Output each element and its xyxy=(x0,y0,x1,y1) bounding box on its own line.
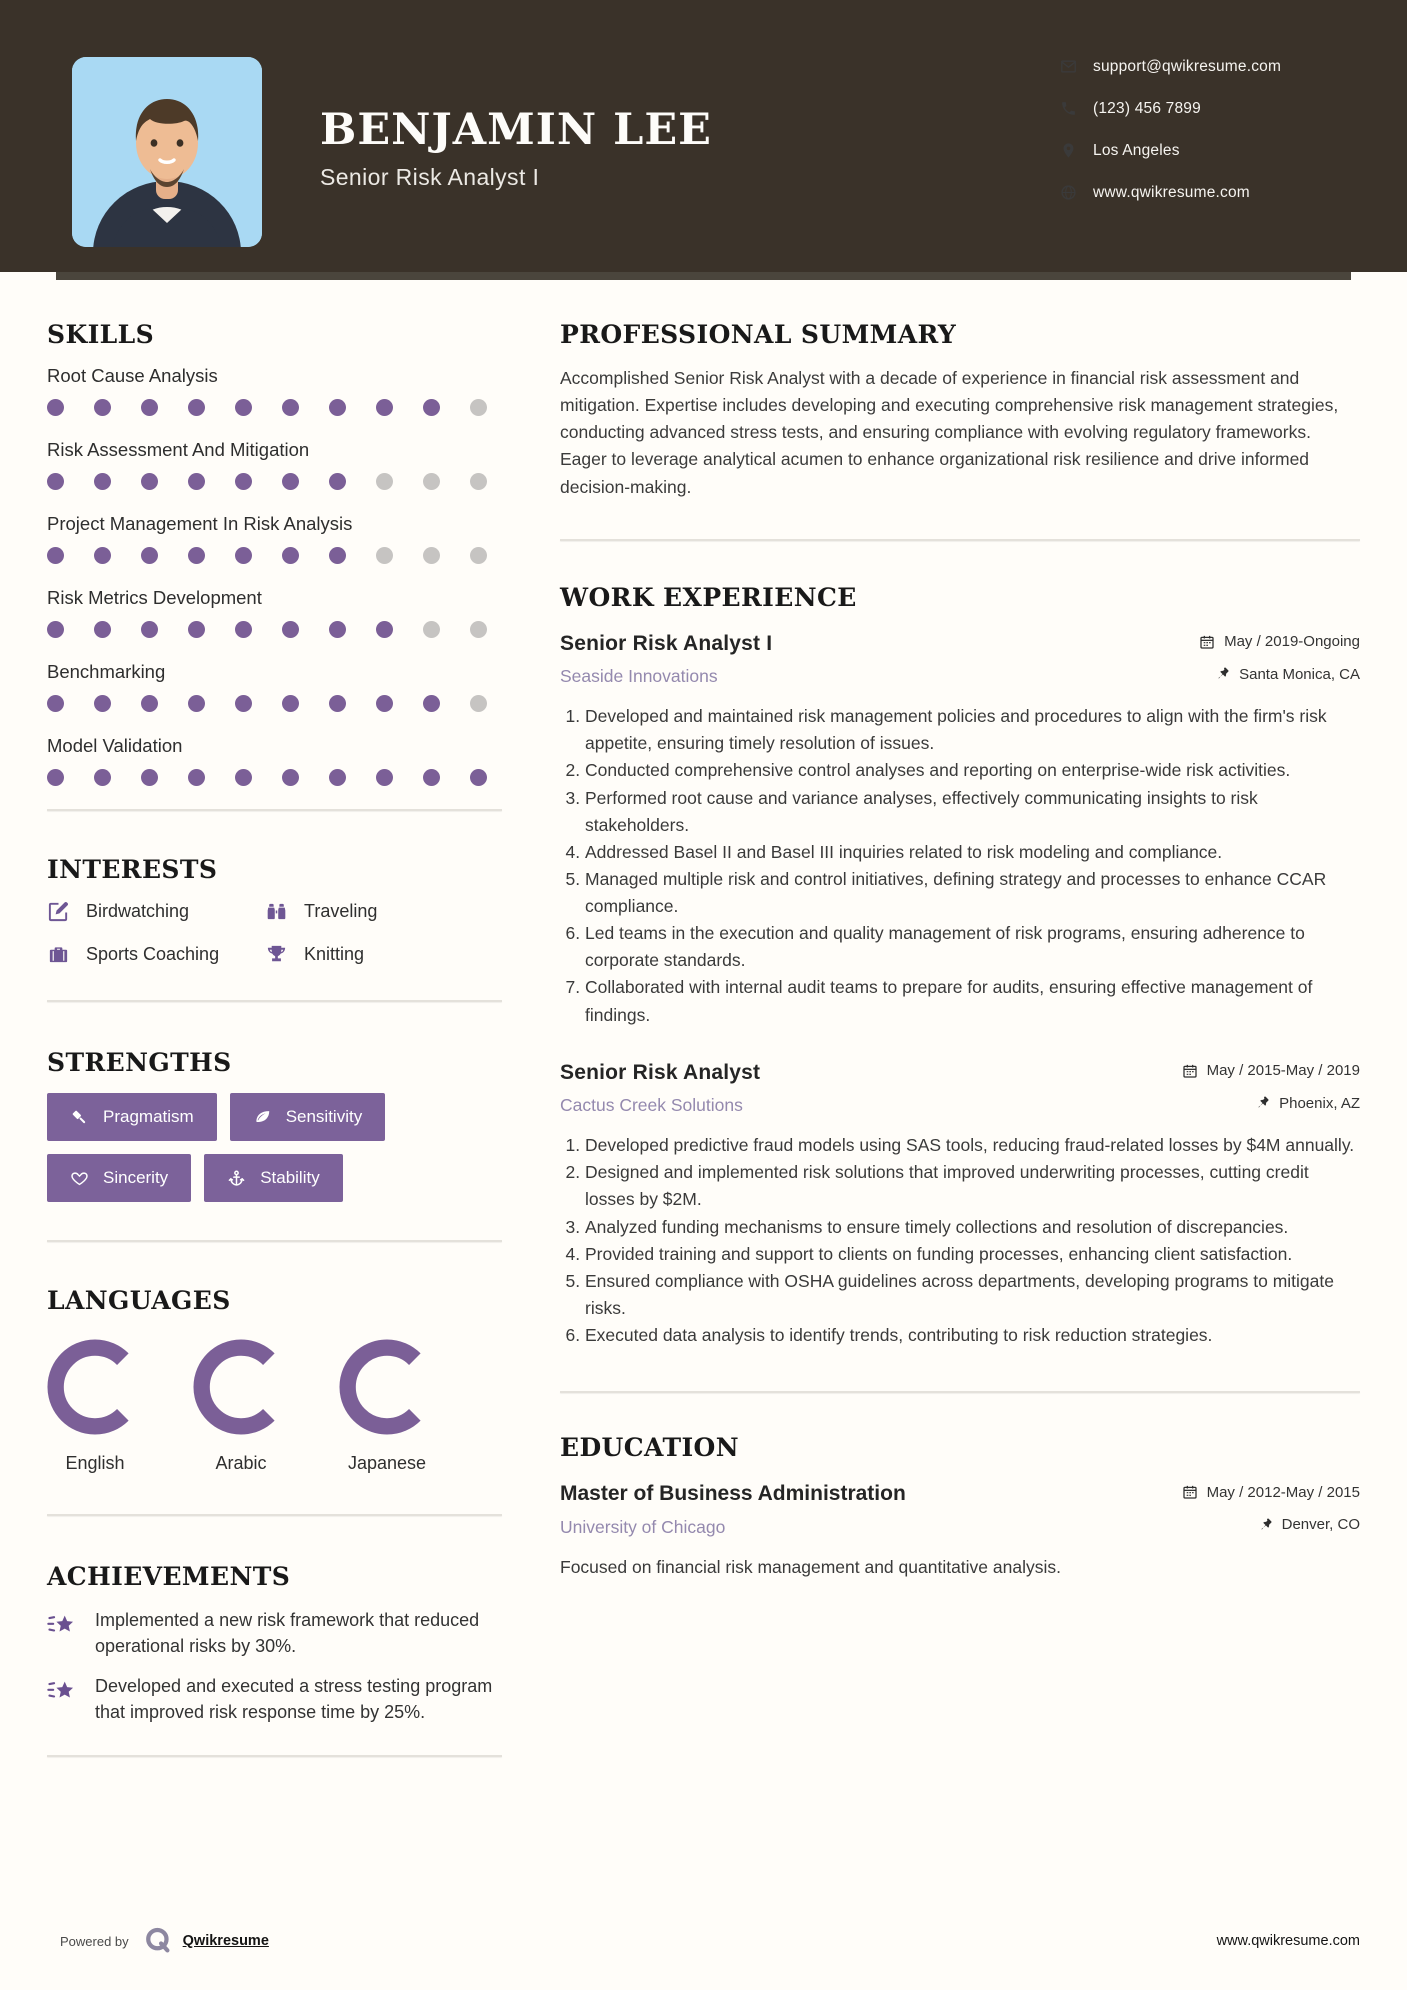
star-shooting-icon xyxy=(47,1609,78,1640)
skill-level-dot xyxy=(141,695,158,712)
language-label: Japanese xyxy=(347,1453,427,1473)
job-bullet: 5. Managed multiple risk and control initiatives, defining strategy and processes to enhance CCAR compliance. xyxy=(585,866,1360,920)
education-dates-text: May / 2012-May / 2015 xyxy=(1206,1483,1360,1501)
email-icon xyxy=(1060,58,1077,75)
skill-level-dot xyxy=(188,695,205,712)
education-location xyxy=(1257,1516,1360,1533)
jobs-list xyxy=(560,632,1360,1350)
skill-item xyxy=(47,661,502,712)
education-school: University of Chicago xyxy=(560,1516,726,1537)
skill-level-dot xyxy=(235,547,252,564)
language-level-arc xyxy=(47,1339,143,1435)
job-subheader-row xyxy=(560,1095,1360,1117)
job-bullet: 4. Provided training and support to clients on funding processes, enhancing client satisfaction. xyxy=(585,1241,1360,1268)
section-divider xyxy=(47,809,502,811)
skill-level-dots xyxy=(47,399,502,416)
job-bullet-list xyxy=(560,703,1360,1029)
header xyxy=(0,0,1407,272)
education-dates xyxy=(1182,1484,1360,1501)
calendar-icon xyxy=(1199,634,1215,650)
contact-row xyxy=(1060,177,1360,208)
achievement-text: Implemented a new risk framework that reduced operational risks by 30%. xyxy=(95,1610,480,1657)
profile-photo-illustration xyxy=(72,57,262,247)
job-title: Senior Risk Analyst I xyxy=(560,631,773,655)
calendar-icon xyxy=(1182,1484,1198,1500)
job-bullet: 6. Led teams in the execution and quality management of risk programs, ensuring adherence to corporate standards. xyxy=(585,920,1360,974)
skill-level-dot xyxy=(329,769,346,786)
pencil-icon xyxy=(47,900,70,923)
skill-level-dot xyxy=(47,473,64,490)
skill-level-dot xyxy=(235,621,252,638)
contact-row xyxy=(1060,93,1360,124)
skill-name: Risk Metrics Development xyxy=(47,587,262,608)
job-header-row xyxy=(560,1061,1360,1085)
skill-level-dots xyxy=(47,695,502,712)
strength-badge xyxy=(47,1154,191,1202)
header-shadow-strip xyxy=(56,272,1351,280)
skill-level-dot xyxy=(329,399,346,416)
education-degree: Master of Business Administration xyxy=(560,1482,906,1506)
skill-level-dot xyxy=(423,399,440,416)
contact-text[interactable]: (123) 456 7899 xyxy=(1093,99,1201,117)
skill-level-dot xyxy=(423,473,440,490)
job-company: Seaside Innovations xyxy=(560,666,718,687)
skill-name: Benchmarking xyxy=(47,661,166,682)
job-bullet: 3. Performed root cause and variance analyses, effectively communicating insights to risk stakeholders. xyxy=(585,785,1360,839)
strengths-heading: STRENGTHS xyxy=(47,1048,232,1077)
skill-level-dot xyxy=(329,473,346,490)
skill-level-dots xyxy=(47,473,502,490)
job-subheader-row xyxy=(560,666,1360,688)
job-bullet: 1. Developed and maintained risk management policies and procedures to align with the firm's risk appetite, ensuring timely resolution of issues. xyxy=(585,703,1360,757)
skill-level-dot xyxy=(282,547,299,564)
job-bullet: 2. Designed and implemented risk solutions that improved underwriting processes, cutting credit losses by $2M. xyxy=(585,1159,1360,1213)
skills-section xyxy=(47,320,502,786)
strengths-section xyxy=(47,1048,502,1202)
skill-level-dot xyxy=(423,769,440,786)
skill-level-dot xyxy=(141,769,158,786)
person-name: BENJAMIN LEE xyxy=(320,105,712,155)
skill-level-dot xyxy=(47,621,64,638)
interest-label: Birdwatching xyxy=(86,901,190,921)
skill-level-dot xyxy=(141,621,158,638)
achievements-list xyxy=(47,1607,502,1725)
language-item xyxy=(193,1339,289,1474)
achievement-text: Developed and executed a stress testing program that improved risk response time by 25%. xyxy=(95,1676,493,1723)
skill-level-dots xyxy=(47,547,502,564)
skill-level-dot xyxy=(423,621,440,638)
qwikresume-logo-icon xyxy=(143,1926,173,1956)
job-dates xyxy=(1199,633,1360,650)
section-divider xyxy=(560,1391,1360,1393)
job-location-text: Santa Monica, CA xyxy=(1239,665,1360,683)
leaf-icon xyxy=(253,1108,272,1127)
skill-level-dot xyxy=(470,769,487,786)
skill-level-dot xyxy=(423,547,440,564)
skill-level-dot xyxy=(141,399,158,416)
skill-level-dots xyxy=(47,621,502,638)
strength-label: Pragmatism xyxy=(103,1107,194,1126)
footer xyxy=(60,1926,1360,1956)
skill-level-dot xyxy=(282,695,299,712)
skill-level-dot xyxy=(235,399,252,416)
strength-label: Stability xyxy=(260,1168,320,1187)
job-location xyxy=(1254,1095,1360,1112)
skill-level-dot xyxy=(329,547,346,564)
job-company: Cactus Creek Solutions xyxy=(560,1095,743,1116)
strength-badge xyxy=(230,1093,386,1141)
skill-level-dot xyxy=(94,769,111,786)
job-dates-text: May / 2015-May / 2019 xyxy=(1206,1062,1360,1080)
pin-icon xyxy=(1214,666,1230,682)
binoculars-icon xyxy=(265,900,288,923)
globe-icon xyxy=(1060,184,1077,201)
skill-level-dot xyxy=(376,621,393,638)
interest-item xyxy=(265,943,502,966)
section-divider xyxy=(47,1755,502,1757)
skill-name: Project Management In Risk Analysis xyxy=(47,513,353,534)
language-level-arc xyxy=(339,1339,435,1435)
heart-icon xyxy=(70,1169,89,1188)
section-divider xyxy=(47,1514,502,1516)
education-location-text: Denver, CO xyxy=(1281,1516,1360,1534)
skill-name: Root Cause Analysis xyxy=(47,365,218,386)
skill-level-dot xyxy=(141,473,158,490)
content-columns xyxy=(0,272,1407,1757)
skill-level-dot xyxy=(376,547,393,564)
job-location-text: Phoenix, AZ xyxy=(1279,1094,1360,1112)
skill-level-dot xyxy=(376,769,393,786)
experience-heading: WORK EXPERIENCE xyxy=(560,582,857,612)
job-dates xyxy=(1182,1062,1360,1079)
skill-level-dot xyxy=(329,621,346,638)
job-bullet: 1. Developed predictive fraud models using SAS tools, reducing fraud-related losses by $4M annually. xyxy=(585,1132,1360,1159)
footer-website-link[interactable]: www.qwikresume.com xyxy=(1216,1933,1360,1949)
experience-section xyxy=(560,583,1360,1350)
skill-level-dot xyxy=(282,473,299,490)
skill-level-dot xyxy=(282,621,299,638)
skill-level-dot xyxy=(235,769,252,786)
calendar-icon xyxy=(1182,1063,1198,1079)
achievement-item xyxy=(47,1673,502,1725)
skill-level-dot xyxy=(94,399,111,416)
achievement-item xyxy=(47,1607,502,1659)
contact-text[interactable]: www.qwikresume.com xyxy=(1093,183,1250,201)
job-bullet: 3. Analyzed funding mechanisms to ensure timely collections and resolution of discrepancies. xyxy=(585,1214,1360,1241)
skill-item xyxy=(47,587,502,638)
skills-heading: SKILLS xyxy=(47,320,155,349)
qwikresume-brand-link[interactable]: Qwikresume xyxy=(182,1933,269,1949)
skill-level-dot xyxy=(188,547,205,564)
education-entry xyxy=(560,1482,1360,1580)
job-dates-text: May / 2019-Ongoing xyxy=(1224,633,1360,651)
interest-item xyxy=(47,943,265,966)
language-item xyxy=(47,1339,143,1474)
pin-icon xyxy=(1254,1095,1270,1111)
contact-row xyxy=(1060,135,1360,166)
job-bullet: 5. Ensured compliance with OSHA guidelines across departments, developing programs to mitigate risks. xyxy=(585,1268,1360,1322)
section-divider xyxy=(560,539,1360,541)
skill-level-dot xyxy=(47,547,64,564)
interests-list xyxy=(47,900,502,966)
skill-level-dot xyxy=(188,399,205,416)
skill-level-dot xyxy=(94,695,111,712)
skill-level-dot xyxy=(470,547,487,564)
skill-level-dot xyxy=(282,399,299,416)
languages-list xyxy=(47,1339,502,1474)
skill-name: Model Validation xyxy=(47,735,183,756)
contact-text[interactable]: Los Angeles xyxy=(1093,141,1180,159)
language-level-arc xyxy=(193,1339,289,1435)
job-location xyxy=(1214,666,1360,683)
language-label: English xyxy=(65,1453,125,1473)
skill-level-dot xyxy=(470,621,487,638)
right-column xyxy=(560,320,1360,1757)
languages-heading: LANGUAGES xyxy=(47,1286,231,1315)
contact-list xyxy=(1060,51,1360,208)
job-bullet: 7. Collaborated with internal audit teams to prepare for audits, ensuring effective management of findings. xyxy=(585,974,1360,1028)
person-job-title: Senior Risk Analyst I xyxy=(320,164,540,191)
section-divider xyxy=(47,1240,502,1242)
contact-text[interactable]: support@qwikresume.com xyxy=(1093,57,1282,75)
left-column xyxy=(47,320,502,1757)
skill-name: Risk Assessment And Mitigation xyxy=(47,439,310,460)
job-bullet: 6. Executed data analysis to identify trends, contributing to risk reduction strategies. xyxy=(585,1322,1360,1349)
strength-label: Sensitivity xyxy=(285,1107,363,1126)
job-entry xyxy=(560,632,1360,1029)
education-heading: EDUCATION xyxy=(560,1433,739,1463)
summary-text: Accomplished Senior Risk Analyst with a decade of experience in financial risk assessment and mitigation. Expertise includes developing and executing comprehensive risk management strategies, conducting advanced stress tests, and ensuring compliance with evolving regulatory frameworks. Eager to leverage analytical acumen to enhance organizational risk resilience and drive informed decision-making. xyxy=(560,368,1339,497)
interest-item xyxy=(265,900,502,923)
skill-level-dot xyxy=(47,769,64,786)
skill-item xyxy=(47,439,502,490)
powered-by-label: Powered by xyxy=(60,1933,129,1949)
phone-icon xyxy=(1060,100,1077,117)
skill-level-dot xyxy=(282,769,299,786)
language-item xyxy=(339,1339,435,1474)
job-bullet: 2. Conducted comprehensive control analyses and reporting on enterprise-wide risk activities. xyxy=(585,757,1360,784)
location-icon xyxy=(1060,142,1077,159)
interest-item xyxy=(47,900,265,923)
strength-label: Sincerity xyxy=(103,1168,169,1187)
skill-level-dot xyxy=(94,621,111,638)
skill-level-dot xyxy=(376,695,393,712)
interest-label: Sports Coaching xyxy=(86,944,220,964)
education-description: Focused on financial risk management and quantitative analysis. xyxy=(560,1556,1061,1577)
skill-level-dot xyxy=(94,547,111,564)
star-shooting-icon xyxy=(47,1675,78,1706)
contact-row xyxy=(1060,51,1360,82)
skill-level-dot xyxy=(376,473,393,490)
skill-item xyxy=(47,513,502,564)
skill-item xyxy=(47,365,502,416)
languages-section xyxy=(47,1286,502,1474)
interest-label: Traveling xyxy=(304,901,378,921)
job-bullet-list xyxy=(560,1132,1360,1349)
strengths-list xyxy=(47,1093,502,1202)
anchor-icon xyxy=(227,1169,246,1188)
skill-level-dot xyxy=(188,621,205,638)
skill-level-dot xyxy=(188,769,205,786)
skill-level-dot xyxy=(47,695,64,712)
interests-section xyxy=(47,855,502,966)
language-label: Arabic xyxy=(215,1453,267,1473)
section-divider xyxy=(47,1000,502,1002)
interests-heading: INTERESTS xyxy=(47,855,218,884)
pin-icon xyxy=(1257,1517,1273,1533)
job-bullet: 4. Addressed Basel II and Basel III inquiries related to risk modeling and compliance. xyxy=(585,839,1360,866)
skill-level-dot xyxy=(188,473,205,490)
skill-level-dot xyxy=(376,399,393,416)
skill-level-dot xyxy=(470,695,487,712)
skill-item xyxy=(47,735,502,786)
job-header-row xyxy=(560,632,1360,656)
summary-heading: PROFESSIONAL SUMMARY xyxy=(560,320,957,349)
achievements-section xyxy=(47,1562,502,1725)
skill-level-dot xyxy=(47,399,64,416)
summary-section xyxy=(560,320,1360,501)
skill-level-dot xyxy=(423,695,440,712)
trophy-icon xyxy=(265,943,288,966)
achievements-heading: ACHIEVEMENTS xyxy=(47,1562,291,1591)
skill-level-dot xyxy=(235,473,252,490)
skill-level-dots xyxy=(47,769,502,786)
identity-block xyxy=(320,107,712,191)
strength-badge xyxy=(204,1154,343,1202)
skill-level-dot xyxy=(470,399,487,416)
skill-level-dot xyxy=(235,695,252,712)
skill-level-dot xyxy=(329,695,346,712)
gavel-icon xyxy=(70,1108,89,1127)
job-title: Senior Risk Analyst xyxy=(560,1060,761,1084)
job-entry xyxy=(560,1061,1360,1350)
education-section xyxy=(560,1433,1360,1580)
profile-photo xyxy=(72,57,262,247)
skill-level-dot xyxy=(141,547,158,564)
strength-badge xyxy=(47,1093,217,1141)
skill-level-dot xyxy=(94,473,111,490)
interest-label: Knitting xyxy=(304,944,365,964)
skills-list xyxy=(47,365,502,786)
briefcase-icon xyxy=(47,943,70,966)
skill-level-dot xyxy=(470,473,487,490)
